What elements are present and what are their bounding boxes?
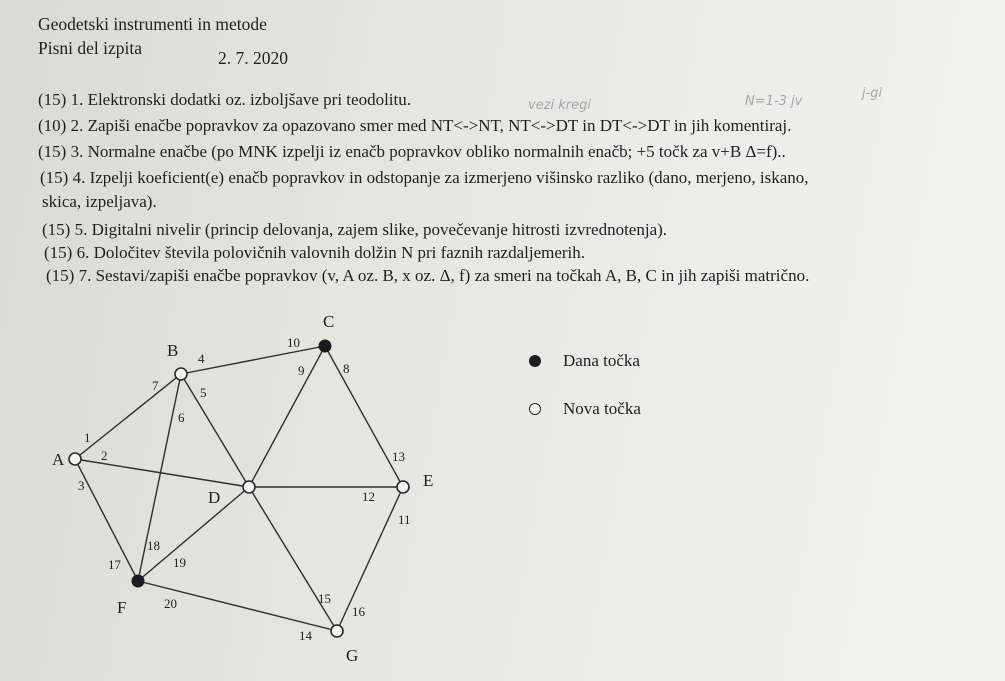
direction-number: 9 <box>298 363 305 378</box>
legend-given-label: Dana točka <box>563 351 640 370</box>
question-points: (15) <box>44 243 73 262</box>
question-text: Izpelji koeficient(e) enačb popravkov in odstopanje za izmerjeno višinsko razliko (dano, merjeno, iskano, <box>89 168 809 187</box>
legend-new-label: Nova točka <box>563 399 641 418</box>
direction-number: 8 <box>343 361 350 376</box>
point-D-marker <box>243 481 255 493</box>
direction-number: 20 <box>164 596 177 611</box>
point-G-marker <box>331 625 343 637</box>
edge-B-D <box>181 374 249 487</box>
question-number: 2. <box>70 116 84 135</box>
direction-number: 13 <box>392 449 405 464</box>
question-number: 1. <box>70 90 84 109</box>
handwritten-note-2: N=1-3 jv <box>745 94 803 109</box>
direction-number: 15 <box>318 591 331 606</box>
direction-number: 11 <box>398 512 411 527</box>
point-label-C: C <box>323 312 335 331</box>
exam-date: 2. 7. 2020 <box>218 48 288 68</box>
direction-number: 5 <box>200 385 207 400</box>
question-text: Digitalni nivelir (princip delovanja, zajem slike, povečevanje hitrosti izvrednotenja). <box>91 220 668 239</box>
direction-number: 7 <box>152 378 159 393</box>
point-B-marker <box>175 368 187 380</box>
question-number: 4. <box>72 168 86 187</box>
direction-number: 1 <box>84 430 91 445</box>
handwritten-note-1: vezi kregi <box>528 98 591 113</box>
question-text: Zapiši enačbe popravkov za opazovano smer med NT<->NT, NT<->DT in DT<->DT in jih komentiraj. <box>87 116 792 135</box>
point-label-G: G <box>346 646 359 665</box>
point-F-marker <box>132 575 145 588</box>
direction-number: 17 <box>108 557 121 572</box>
course-title: Geodetski instrumenti in metode <box>38 14 267 34</box>
question-text: Elektronski dodatki oz. izboljšave pri teodolitu. <box>87 90 411 109</box>
point-C-marker <box>319 340 332 353</box>
direction-number: 19 <box>173 555 186 570</box>
direction-number: 18 <box>147 538 160 553</box>
question-points: (15) <box>40 168 69 187</box>
direction-number: 14 <box>299 628 312 643</box>
direction-number: 3 <box>78 478 85 493</box>
point-A-marker <box>69 453 81 465</box>
exam-title: Pisni del izpita <box>38 38 143 58</box>
direction-number: 6 <box>178 410 185 425</box>
question-number: 3. <box>70 142 84 161</box>
point-E-marker <box>397 481 409 493</box>
point-label-B: B <box>167 341 179 360</box>
point-label-F: F <box>117 598 127 617</box>
point-label-D: D <box>208 488 221 507</box>
point-label-A: A <box>52 450 65 469</box>
direction-number: 16 <box>352 604 365 619</box>
question-number: 5. <box>74 220 88 239</box>
question-text: Sestavi/zapiši enačbe popravkov (v, A oz. B, x oz. Δ, f) za smeri na točkah A, B, C in jih zapiši matrično. <box>95 266 810 285</box>
point-label-E: E <box>423 471 434 490</box>
question-text: Normalne enačbe (po MNK izpelji iz enačb popravkov obliko normalnih enačb; +5 točk za v+B Δ=f).. <box>87 142 786 161</box>
given-point-symbol <box>529 355 541 367</box>
edge-C-E <box>325 346 403 487</box>
direction-number: 4 <box>198 351 205 366</box>
direction-number: 2 <box>101 448 108 463</box>
edge-E-G <box>337 487 403 631</box>
question-points: (15) <box>46 266 75 285</box>
direction-number: 12 <box>362 489 375 504</box>
question-points: (15) <box>42 220 71 239</box>
direction-number: 10 <box>287 335 300 350</box>
edge-D-G <box>249 487 337 631</box>
question-text: skica, izpeljava). <box>42 192 157 211</box>
edge-A-B <box>75 374 181 459</box>
question-number: 6. <box>76 243 90 262</box>
question-text: Določitev števila polovičnih valovnih dolžin N pri faznih razdaljemerih. <box>93 243 586 262</box>
handwritten-note-3: j-gi <box>862 86 883 101</box>
question-points: (15) <box>38 90 67 109</box>
question-number: 7. <box>78 266 92 285</box>
question-points: (10) <box>38 116 67 135</box>
edge-C-D <box>249 346 325 487</box>
question-points: (15) <box>38 142 67 161</box>
new-point-symbol <box>529 403 541 415</box>
